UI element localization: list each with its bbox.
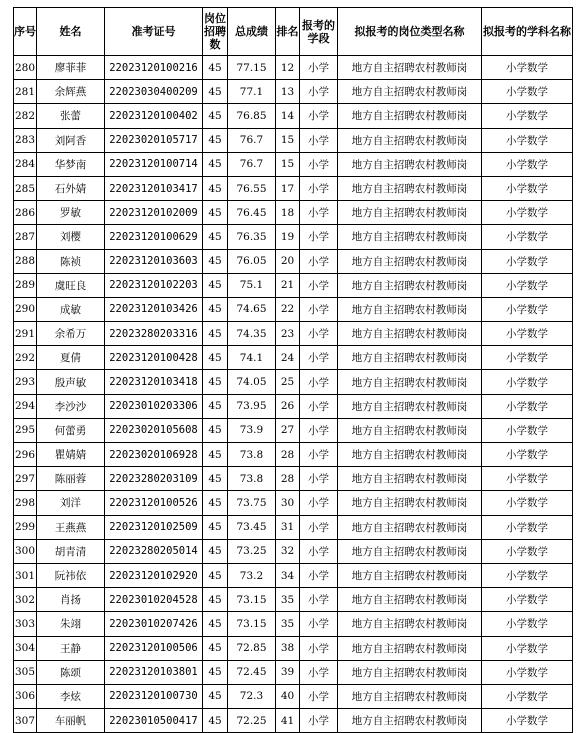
cell-quota: 45	[203, 128, 228, 152]
cell-exam-no: 22023280203316	[105, 322, 203, 346]
cell-seq: 288	[14, 249, 37, 273]
cell-post: 地方自主招聘农村教师岗	[338, 491, 482, 515]
header-exam-no: 准考证号	[105, 8, 203, 56]
cell-post: 地方自主招聘农村教师岗	[338, 467, 482, 491]
cell-name: 张蕾	[37, 104, 105, 128]
table-row	[14, 370, 573, 394]
cell-school: 小学	[300, 418, 338, 442]
cell-seq: 285	[14, 176, 37, 200]
cell-rank: 18	[276, 201, 300, 225]
cell-post: 地方自主招聘农村教师岗	[338, 128, 482, 152]
table-row	[14, 152, 573, 176]
cell-exam-no: 22023010500417	[105, 709, 203, 733]
cell-subject: 小学数学	[482, 80, 573, 104]
cell-seq: 296	[14, 443, 37, 467]
cell-exam-no: 22023120103418	[105, 370, 203, 394]
cell-rank: 25	[276, 370, 300, 394]
cell-seq: 283	[14, 128, 37, 152]
cell-exam-no: 22023120100714	[105, 152, 203, 176]
cell-subject: 小学数学	[482, 249, 573, 273]
cell-school: 小学	[300, 370, 338, 394]
cell-seq: 299	[14, 515, 37, 539]
cell-score: 76.55	[228, 176, 276, 200]
table-row	[14, 467, 573, 491]
table-row	[14, 104, 573, 128]
cell-seq: 294	[14, 394, 37, 418]
cell-seq: 284	[14, 152, 37, 176]
cell-name: 罗敏	[37, 201, 105, 225]
cell-quota: 45	[203, 660, 228, 684]
cell-post: 地方自主招聘农村教师岗	[338, 152, 482, 176]
cell-score: 73.45	[228, 515, 276, 539]
cell-rank: 31	[276, 515, 300, 539]
table-row	[14, 491, 573, 515]
cell-quota: 45	[203, 394, 228, 418]
cell-school: 小学	[300, 80, 338, 104]
cell-seq: 281	[14, 80, 37, 104]
cell-quota: 45	[203, 515, 228, 539]
cell-exam-no: 22023120102203	[105, 273, 203, 297]
cell-quota: 45	[203, 612, 228, 636]
cell-school: 小学	[300, 515, 338, 539]
cell-school: 小学	[300, 588, 338, 612]
cell-post: 地方自主招聘农村教师岗	[338, 660, 482, 684]
cell-rank: 38	[276, 636, 300, 660]
cell-exam-no: 22023020105608	[105, 418, 203, 442]
cell-rank: 28	[276, 467, 300, 491]
cell-seq: 302	[14, 588, 37, 612]
cell-post: 地方自主招聘农村教师岗	[338, 104, 482, 128]
cell-exam-no: 22023120102009	[105, 201, 203, 225]
cell-seq: 293	[14, 370, 37, 394]
cell-rank: 22	[276, 297, 300, 321]
cell-quota: 45	[203, 104, 228, 128]
cell-post: 地方自主招聘农村教师岗	[338, 370, 482, 394]
cell-exam-no: 22023120103426	[105, 297, 203, 321]
cell-school: 小学	[300, 467, 338, 491]
cell-name: 陈祯	[37, 249, 105, 273]
header-score: 总成绩	[228, 8, 276, 56]
cell-seq: 291	[14, 322, 37, 346]
cell-name: 成敏	[37, 297, 105, 321]
cell-school: 小学	[300, 152, 338, 176]
cell-seq: 292	[14, 346, 37, 370]
cell-subject: 小学数学	[482, 346, 573, 370]
cell-score: 77.1	[228, 80, 276, 104]
cell-name: 余辉燕	[37, 80, 105, 104]
cell-rank: 32	[276, 539, 300, 563]
cell-score: 74.35	[228, 322, 276, 346]
cell-subject: 小学数学	[482, 128, 573, 152]
cell-subject: 小学数学	[482, 104, 573, 128]
header-subject: 拟报考的学科名称	[482, 8, 573, 56]
table-row	[14, 709, 573, 733]
cell-score: 72.3	[228, 684, 276, 708]
cell-rank: 41	[276, 709, 300, 733]
cell-name: 殷声敏	[37, 370, 105, 394]
cell-school: 小学	[300, 322, 338, 346]
cell-quota: 45	[203, 273, 228, 297]
cell-score: 73.2	[228, 563, 276, 587]
table-row	[14, 443, 573, 467]
cell-score: 76.35	[228, 225, 276, 249]
cell-rank: 19	[276, 225, 300, 249]
cell-name: 车丽帆	[37, 709, 105, 733]
cell-name: 肖扬	[37, 588, 105, 612]
table-row	[14, 249, 573, 273]
cell-quota: 45	[203, 322, 228, 346]
cell-seq: 298	[14, 491, 37, 515]
cell-rank: 26	[276, 394, 300, 418]
table-row	[14, 588, 573, 612]
cell-quota: 45	[203, 297, 228, 321]
cell-post: 地方自主招聘农村教师岗	[338, 539, 482, 563]
cell-exam-no: 22023120103417	[105, 176, 203, 200]
table-row	[14, 176, 573, 200]
cell-post: 地方自主招聘农村教师岗	[338, 588, 482, 612]
table-row	[14, 636, 573, 660]
table-row	[14, 128, 573, 152]
cell-score: 76.7	[228, 128, 276, 152]
cell-name: 阮祎依	[37, 563, 105, 587]
cell-subject: 小学数学	[482, 322, 573, 346]
cell-name: 胡青清	[37, 539, 105, 563]
cell-seq: 304	[14, 636, 37, 660]
cell-rank: 21	[276, 273, 300, 297]
cell-name: 华梦南	[37, 152, 105, 176]
cell-quota: 45	[203, 588, 228, 612]
cell-post: 地方自主招聘农村教师岗	[338, 515, 482, 539]
cell-subject: 小学数学	[482, 660, 573, 684]
table-row	[14, 612, 573, 636]
cell-subject: 小学数学	[482, 612, 573, 636]
cell-exam-no: 22023120100526	[105, 491, 203, 515]
cell-subject: 小学数学	[482, 443, 573, 467]
cell-quota: 45	[203, 80, 228, 104]
cell-score: 72.25	[228, 709, 276, 733]
cell-post: 地方自主招聘农村教师岗	[338, 80, 482, 104]
cell-name: 虞旺良	[37, 273, 105, 297]
cell-quota: 45	[203, 370, 228, 394]
cell-subject: 小学数学	[482, 225, 573, 249]
header-quota: 岗位招聘数	[203, 8, 228, 56]
header-name: 姓名	[37, 8, 105, 56]
cell-school: 小学	[300, 128, 338, 152]
cell-score: 73.15	[228, 588, 276, 612]
cell-exam-no: 22023030400209	[105, 80, 203, 104]
cell-score: 73.75	[228, 491, 276, 515]
cell-score: 73.8	[228, 443, 276, 467]
cell-seq: 301	[14, 563, 37, 587]
cell-subject: 小学数学	[482, 297, 573, 321]
cell-score: 74.1	[228, 346, 276, 370]
table-row	[14, 539, 573, 563]
cell-exam-no: 22023010204528	[105, 588, 203, 612]
cell-quota: 45	[203, 491, 228, 515]
cell-exam-no: 22023280203109	[105, 467, 203, 491]
table-row	[14, 394, 573, 418]
cell-rank: 20	[276, 249, 300, 273]
cell-subject: 小学数学	[482, 684, 573, 708]
cell-score: 76.05	[228, 249, 276, 273]
cell-exam-no: 22023120102920	[105, 563, 203, 587]
cell-school: 小学	[300, 273, 338, 297]
cell-post: 地方自主招聘农村教师岗	[338, 273, 482, 297]
cell-name: 王静	[37, 636, 105, 660]
cell-score: 72.45	[228, 660, 276, 684]
table-row	[14, 273, 573, 297]
cell-name: 石外婧	[37, 176, 105, 200]
cell-school: 小学	[300, 176, 338, 200]
cell-school: 小学	[300, 660, 338, 684]
cell-subject: 小学数学	[482, 563, 573, 587]
cell-quota: 45	[203, 684, 228, 708]
cell-name: 瞿婧婧	[37, 443, 105, 467]
cell-post: 地方自主招聘农村教师岗	[338, 612, 482, 636]
cell-quota: 45	[203, 225, 228, 249]
cell-quota: 45	[203, 443, 228, 467]
cell-name: 刘阿香	[37, 128, 105, 152]
cell-post: 地方自主招聘农村教师岗	[338, 56, 482, 80]
cell-name: 刘洋	[37, 491, 105, 515]
cell-school: 小学	[300, 636, 338, 660]
table-row	[14, 56, 573, 80]
cell-subject: 小学数学	[482, 56, 573, 80]
cell-school: 小学	[300, 612, 338, 636]
cell-seq: 297	[14, 467, 37, 491]
cell-subject: 小学数学	[482, 709, 573, 733]
cell-post: 地方自主招聘农村教师岗	[338, 684, 482, 708]
cell-school: 小学	[300, 709, 338, 733]
table-row	[14, 322, 573, 346]
cell-score: 75.1	[228, 273, 276, 297]
cell-post: 地方自主招聘农村教师岗	[338, 176, 482, 200]
cell-post: 地方自主招聘农村教师岗	[338, 249, 482, 273]
cell-score: 72.85	[228, 636, 276, 660]
cell-name: 刘樱	[37, 225, 105, 249]
cell-name: 陈颂	[37, 660, 105, 684]
cell-exam-no: 22023010203306	[105, 394, 203, 418]
cell-score: 74.05	[228, 370, 276, 394]
table-row	[14, 201, 573, 225]
cell-rank: 15	[276, 152, 300, 176]
cell-rank: 12	[276, 56, 300, 80]
cell-exam-no: 22023120100730	[105, 684, 203, 708]
cell-post: 地方自主招聘农村教师岗	[338, 394, 482, 418]
cell-exam-no: 22023120100216	[105, 56, 203, 80]
cell-name: 王燕燕	[37, 515, 105, 539]
cell-rank: 35	[276, 588, 300, 612]
cell-school: 小学	[300, 443, 338, 467]
cell-post: 地方自主招聘农村教师岗	[338, 636, 482, 660]
cell-score: 76.85	[228, 104, 276, 128]
cell-post: 地方自主招聘农村教师岗	[338, 297, 482, 321]
cell-subject: 小学数学	[482, 176, 573, 200]
header-post: 拟报考的岗位类型名称	[338, 8, 482, 56]
cell-seq: 307	[14, 709, 37, 733]
cell-rank: 15	[276, 128, 300, 152]
table-row	[14, 660, 573, 684]
table-row	[14, 225, 573, 249]
cell-seq: 289	[14, 273, 37, 297]
cell-seq: 300	[14, 539, 37, 563]
cell-rank: 40	[276, 684, 300, 708]
cell-rank: 39	[276, 660, 300, 684]
cell-quota: 45	[203, 636, 228, 660]
cell-subject: 小学数学	[482, 273, 573, 297]
cell-quota: 45	[203, 539, 228, 563]
cell-score: 73.8	[228, 467, 276, 491]
cell-rank: 13	[276, 80, 300, 104]
cell-seq: 295	[14, 418, 37, 442]
cell-school: 小学	[300, 539, 338, 563]
cell-score: 73.15	[228, 612, 276, 636]
cell-quota: 45	[203, 563, 228, 587]
cell-score: 77.15	[228, 56, 276, 80]
cell-score: 74.65	[228, 297, 276, 321]
cell-score: 73.95	[228, 394, 276, 418]
header-row	[14, 8, 573, 56]
cell-subject: 小学数学	[482, 636, 573, 660]
cell-school: 小学	[300, 684, 338, 708]
cell-post: 地方自主招聘农村教师岗	[338, 709, 482, 733]
cell-exam-no: 22023120100506	[105, 636, 203, 660]
cell-school: 小学	[300, 104, 338, 128]
cell-school: 小学	[300, 56, 338, 80]
cell-post: 地方自主招聘农村教师岗	[338, 201, 482, 225]
cell-school: 小学	[300, 225, 338, 249]
cell-rank: 24	[276, 346, 300, 370]
cell-name: 陈丽蓉	[37, 467, 105, 491]
cell-score: 76.45	[228, 201, 276, 225]
cell-exam-no: 22023020106928	[105, 443, 203, 467]
header-seq: 序号	[14, 8, 37, 56]
cell-subject: 小学数学	[482, 539, 573, 563]
cell-seq: 303	[14, 612, 37, 636]
cell-subject: 小学数学	[482, 394, 573, 418]
cell-rank: 23	[276, 322, 300, 346]
cell-name: 廖菲菲	[37, 56, 105, 80]
cell-post: 地方自主招聘农村教师岗	[338, 346, 482, 370]
cell-exam-no: 22023020105717	[105, 128, 203, 152]
table-row	[14, 563, 573, 587]
cell-subject: 小学数学	[482, 515, 573, 539]
table-row	[14, 80, 573, 104]
cell-rank: 17	[276, 176, 300, 200]
cell-school: 小学	[300, 346, 338, 370]
cell-seq: 306	[14, 684, 37, 708]
cell-rank: 14	[276, 104, 300, 128]
cell-quota: 45	[203, 176, 228, 200]
cell-school: 小学	[300, 491, 338, 515]
cell-exam-no: 22023120100629	[105, 225, 203, 249]
cell-post: 地方自主招聘农村教师岗	[338, 563, 482, 587]
cell-school: 小学	[300, 201, 338, 225]
cell-seq: 305	[14, 660, 37, 684]
cell-exam-no: 22023280205014	[105, 539, 203, 563]
cell-post: 地方自主招聘农村教师岗	[338, 322, 482, 346]
cell-exam-no: 22023120103801	[105, 660, 203, 684]
results-table	[13, 7, 573, 733]
cell-rank: 27	[276, 418, 300, 442]
cell-post: 地方自主招聘农村教师岗	[338, 225, 482, 249]
cell-name: 朱翊	[37, 612, 105, 636]
cell-score: 73.9	[228, 418, 276, 442]
cell-seq: 287	[14, 225, 37, 249]
cell-exam-no: 22023120100402	[105, 104, 203, 128]
cell-quota: 45	[203, 418, 228, 442]
table-body	[14, 56, 573, 733]
cell-quota: 45	[203, 467, 228, 491]
cell-school: 小学	[300, 394, 338, 418]
cell-rank: 35	[276, 612, 300, 636]
cell-subject: 小学数学	[482, 491, 573, 515]
cell-subject: 小学数学	[482, 152, 573, 176]
cell-school: 小学	[300, 249, 338, 273]
cell-subject: 小学数学	[482, 370, 573, 394]
cell-subject: 小学数学	[482, 467, 573, 491]
cell-name: 李炫	[37, 684, 105, 708]
cell-quota: 45	[203, 201, 228, 225]
cell-school: 小学	[300, 563, 338, 587]
cell-score: 73.25	[228, 539, 276, 563]
cell-seq: 280	[14, 56, 37, 80]
table-row	[14, 515, 573, 539]
header-school: 报考的学段	[300, 8, 338, 56]
cell-exam-no: 22023120103603	[105, 249, 203, 273]
table-row	[14, 418, 573, 442]
table-row	[14, 684, 573, 708]
cell-rank: 30	[276, 491, 300, 515]
table-row	[14, 297, 573, 321]
cell-quota: 45	[203, 56, 228, 80]
header-rank: 排名	[276, 8, 300, 56]
cell-exam-no: 22023120100428	[105, 346, 203, 370]
cell-subject: 小学数学	[482, 201, 573, 225]
cell-name: 何蕾勇	[37, 418, 105, 442]
cell-subject: 小学数学	[482, 588, 573, 612]
cell-rank: 34	[276, 563, 300, 587]
cell-quota: 45	[203, 346, 228, 370]
cell-subject: 小学数学	[482, 418, 573, 442]
cell-exam-no: 22023120102509	[105, 515, 203, 539]
cell-school: 小学	[300, 297, 338, 321]
cell-rank: 28	[276, 443, 300, 467]
cell-seq: 286	[14, 201, 37, 225]
cell-quota: 45	[203, 152, 228, 176]
cell-score: 76.7	[228, 152, 276, 176]
cell-seq: 290	[14, 297, 37, 321]
cell-quota: 45	[203, 709, 228, 733]
cell-name: 李沙沙	[37, 394, 105, 418]
cell-exam-no: 22023010207426	[105, 612, 203, 636]
cell-name: 余希万	[37, 322, 105, 346]
cell-post: 地方自主招聘农村教师岗	[338, 418, 482, 442]
cell-seq: 282	[14, 104, 37, 128]
cell-name: 夏倩	[37, 346, 105, 370]
cell-quota: 45	[203, 249, 228, 273]
cell-post: 地方自主招聘农村教师岗	[338, 443, 482, 467]
table-row	[14, 346, 573, 370]
